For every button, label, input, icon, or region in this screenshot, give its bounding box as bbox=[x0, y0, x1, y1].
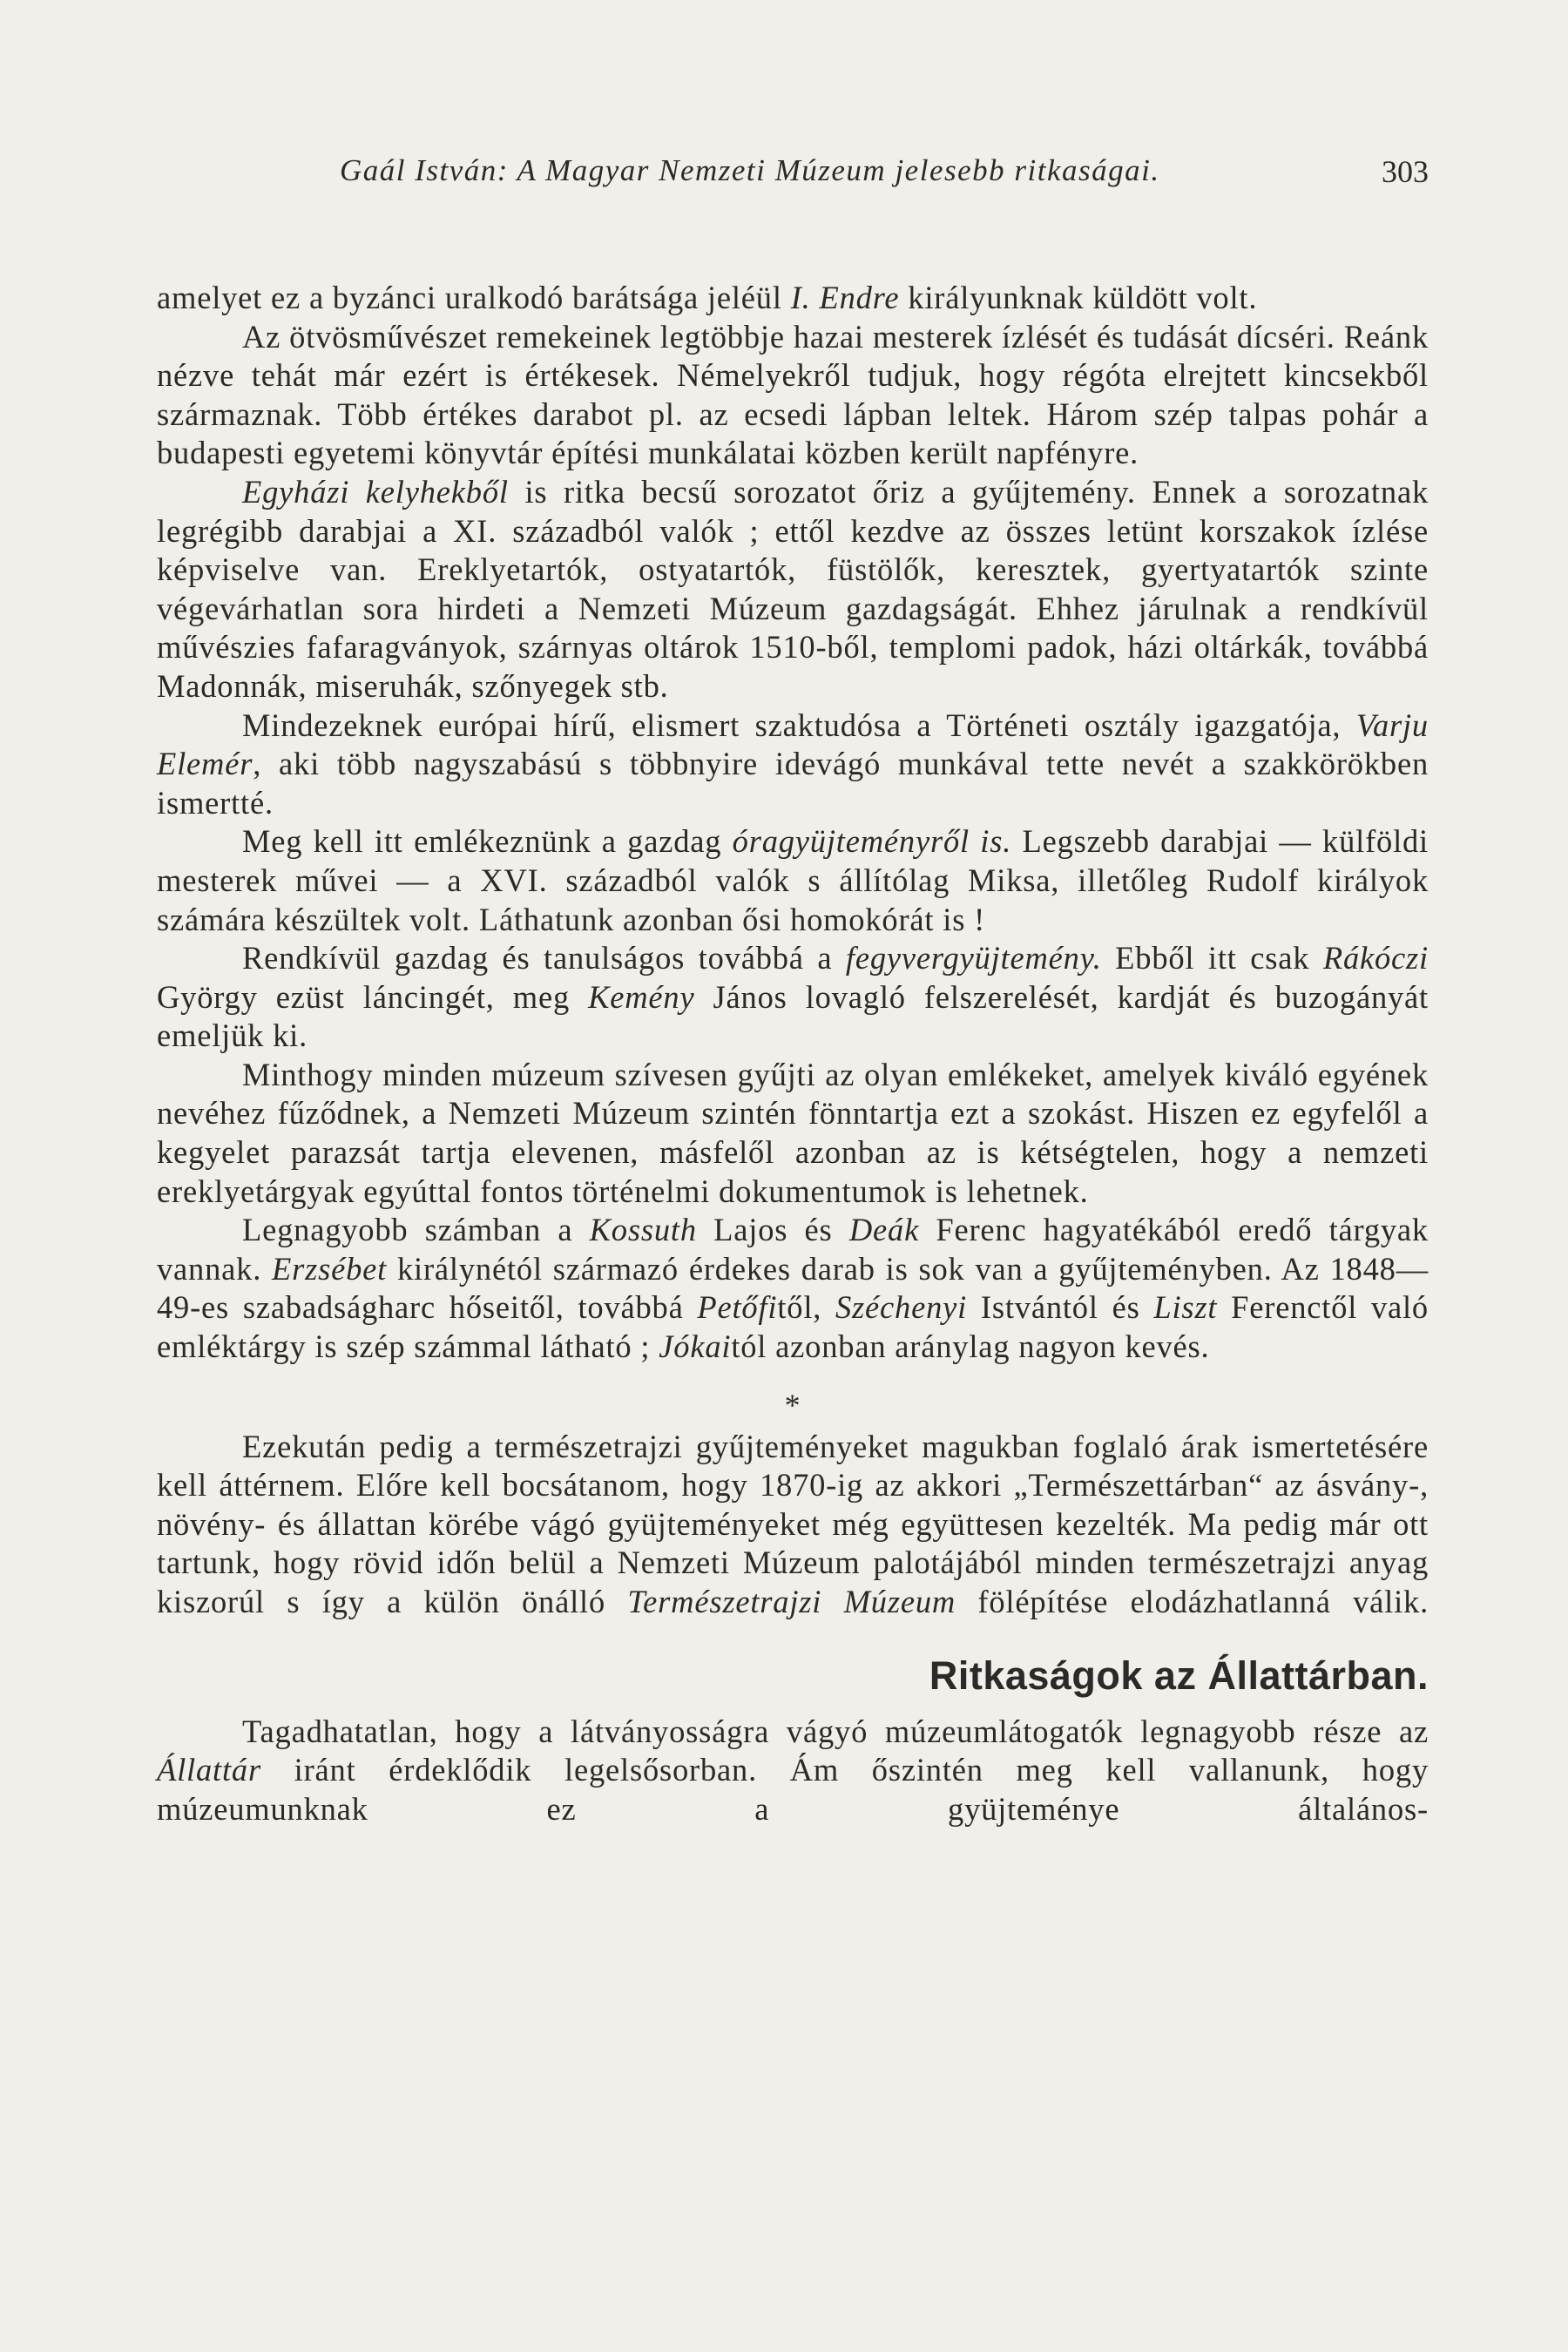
text-run: Legnagyobb számban a bbox=[242, 1212, 590, 1248]
paragraph bbox=[157, 1056, 1429, 1211]
italic-text: Állattár bbox=[157, 1752, 261, 1788]
text-run: iránt érdeklődik legelsősorban. Ám őszintén meg kell vallanunk, hogy múzeumunknak ez a gyüjteménye általános- bbox=[157, 1752, 1429, 1827]
italic-text: Varju Elemér bbox=[157, 706, 1429, 782]
text-run: Ebből itt csak bbox=[1101, 940, 1323, 977]
paragraph bbox=[157, 939, 1429, 1056]
text-run: Rendkívül gazdag és tanulságos továbbá a bbox=[242, 940, 846, 977]
italic-text: fegyvergyüjtemény. bbox=[845, 940, 1102, 977]
text-run: Legszebb darabjai — külföldi mesterek művei — a XVI. századból valók s állítólag Miksa, illetőleg Rudolf királyok számára készültek volt. Láthatunk azonban ősi homokórát is ! bbox=[157, 823, 1429, 937]
paragraph bbox=[157, 318, 1429, 473]
italic-text: Kemény bbox=[588, 978, 695, 1015]
text-run: is ritka becsű sorozatot őriz a gyűjtemény. Ennek a sorozatnak legrégibb darabjai a XI. századból valók ; ettől kezdve az összes letünt korszakok ízlése képviselve van. Ereklyetartók, ostyatartók, füstölők, keresztek, gyertyatartók szinte végevárhatlan sora hirdeti a Nemzeti Múzeum gazdagságát. Ehhez járulnak a rendkívül művészies fafaragványok, szárnyas oltárok 1510-ből, templomi padok, házi oltárkák, továbbá Madonnák, miseruhák, szőnyegek stb. bbox=[157, 473, 1429, 704]
text-run: Ezekután pedig a természetrajzi gyűjteményeket magukban foglaló árak ismertetésére kell áttérnem. Előre kell bocsátanom, hogy 1870-ig az akkori „Természettárban“ az ásvány-, növény- és állattan körébe vágó gyüjteményeket még együttesen kezelték. Ma pedig már ott tartunk, hogy rövid időn belül a Nemzeti Múzeum palotájából minden természetrajzi anyag kiszorúl s így a külön önálló bbox=[157, 1428, 1429, 1619]
text-run: , aki több nagyszabású s többnyire idevágó munkával tette nevét a szakkörökben ismertté. bbox=[157, 746, 1429, 821]
text-run: fölépítése elodázhatlanná válik. bbox=[956, 1584, 1429, 1619]
italic-text: Kossuth bbox=[589, 1212, 697, 1248]
italic-text: Erzsébet bbox=[272, 1250, 388, 1287]
body-text bbox=[157, 279, 1429, 1828]
running-head: Gaál István: A Magyar Nemzeti Múzeum jelesebb ritkaságai. bbox=[340, 153, 1160, 187]
text-run: tól azonban aránylag nagyon kevés. bbox=[731, 1328, 1210, 1365]
text-run: Lajos és bbox=[696, 1212, 849, 1248]
italic-text: Petőfi bbox=[697, 1289, 778, 1326]
text-run: Tagadhatatlan, hogy a látványosságra vágyó múzeumlátogatók legnagyobb része az bbox=[242, 1713, 1429, 1749]
text-run: amelyet ez a byzánci uralkodó barátsága jeléül bbox=[157, 280, 791, 315]
italic-text: Liszt bbox=[1153, 1289, 1218, 1326]
text-run: János lovagló felszerelését, kardját és buzogányát emeljük ki. bbox=[157, 978, 1429, 1054]
page-header bbox=[296, 153, 1429, 197]
text-run: Minthogy minden múzeum szívesen gyűjti az olyan emlékeket, amelyek kiváló egyének nevéhez fűződnek, a Nemzeti Múzeum szintén fönntartja ezt a szokást. Hiszen ez egyfelől a kegyelet parazsát tartja elevenen, másfelől azonban az is kétségtelen, hogy a nemzeti ereklyetárgyak egyúttal fontos történelmi dokumentumok is lehetnek. bbox=[157, 1056, 1429, 1209]
text-run: Ferenctől való emléktárgy is szép számmal látható ; bbox=[157, 1289, 1429, 1365]
paragraph bbox=[157, 706, 1429, 823]
paragraph bbox=[157, 1211, 1429, 1366]
text-run: Istvántól és bbox=[967, 1289, 1154, 1326]
italic-text: Rákóczi bbox=[1322, 940, 1429, 977]
text-run: Mindezeknek európai hírű, elismert szaktudósa a Történeti osztály igazgatója, bbox=[242, 706, 1356, 743]
text-run: től, bbox=[777, 1289, 835, 1326]
text-run: királynétól származó érdekes darab is sok van a gyűjteményben. Az 1848—49-es szabadságharc hőseitől, továbbá bbox=[157, 1250, 1429, 1326]
italic-text: óragyüjteményről is. bbox=[732, 823, 1012, 860]
paragraph bbox=[157, 279, 1429, 318]
paragraph bbox=[157, 1713, 1429, 1829]
italic-text: Egyházi kelyhekből bbox=[242, 473, 509, 510]
section-separator: * bbox=[784, 1387, 801, 1423]
section-title: Ritkaságok az Állattárban. bbox=[929, 1652, 1429, 1698]
italic-text: Természetrajzi Múzeum bbox=[627, 1584, 956, 1619]
italic-text: Széchenyi bbox=[835, 1289, 968, 1326]
text-run: Az ötvösművészet remekeinek legtöbbje hazai mesterek ízlését és tudását dícséri. Reánk nézve tehát már ezért is értékesek. Némelyekről tudjuk, hogy régóta elrejtett kincsekből származnak. Több értékes darabot pl. az ecsedi lápban leltek. Három szép talpas pohár a budapesti egyetemi könyvtár építési munkálatai közben került napfényre. bbox=[157, 318, 1429, 471]
italic-text: I. Endre bbox=[790, 280, 900, 315]
paragraph bbox=[157, 473, 1429, 706]
italic-text: Deák bbox=[848, 1212, 920, 1248]
text-run: királyunknak küldött volt. bbox=[899, 280, 1258, 315]
text-run: György ezüst láncingét, meg bbox=[157, 978, 589, 1015]
paragraph bbox=[157, 1428, 1429, 1622]
text-run: Meg kell itt emlékeznünk a gazdag bbox=[242, 823, 733, 860]
text-run: Ferenc hagyatékából eredő tárgyak vannak. bbox=[157, 1212, 1429, 1287]
paragraph bbox=[157, 822, 1429, 939]
italic-text: Jókai bbox=[659, 1328, 732, 1365]
page-number: 303 bbox=[1382, 154, 1429, 189]
